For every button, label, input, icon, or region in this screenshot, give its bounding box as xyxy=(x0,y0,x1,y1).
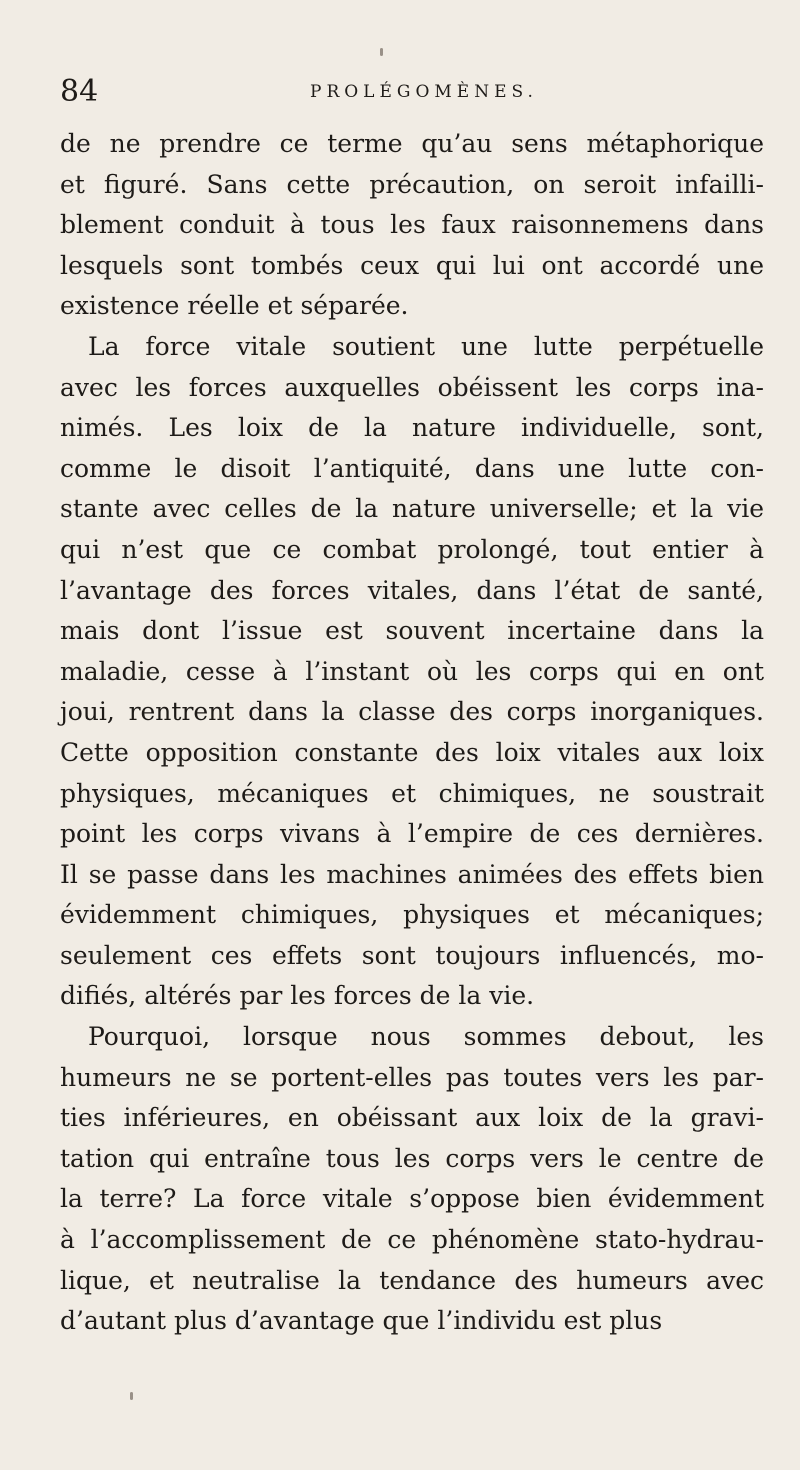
text-line: ties inférieures, en obéissant aux loix de la gravi- xyxy=(60,1103,764,1133)
paper-speck xyxy=(130,1392,133,1400)
text-line: stante avec celles de la nature universelle; et la vie xyxy=(60,494,764,524)
text-line: seulement ces effets sont toujours influencés, mo- xyxy=(60,940,764,970)
text-line: comme le disoit l’antiquité, dans une lutte con- xyxy=(60,453,764,483)
text-line: d’autant plus d’avantage que l’individu est plus xyxy=(60,1306,663,1336)
text-line: et figuré. Sans cette précaution, on seroit infailli- xyxy=(60,169,764,199)
text-line: avec les forces auxquelles obéissent les corps ina- xyxy=(60,372,764,402)
text-line: tation qui entraîne tous les corps vers le centre de xyxy=(60,1143,764,1173)
text-line: l’avantage des forces vitales, dans l’état de santé, xyxy=(60,575,764,605)
text-line: mais dont l’issue est souvent incertaine dans la xyxy=(60,616,764,646)
text-line: à l’accomplissement de ce phénomène stato-hydrau- xyxy=(60,1225,764,1255)
page-number: 84 xyxy=(60,74,99,109)
text-line: lique, et neutralise la tendance des humeurs avec xyxy=(60,1265,764,1295)
text-line: la terre? La force vitale s’oppose bien évidemment xyxy=(60,1184,764,1214)
page-header xyxy=(60,72,760,112)
text-line: physiques, mécaniques et chimiques, ne soustrait xyxy=(60,778,764,808)
text-line: existence réelle et séparée. xyxy=(60,291,409,321)
paragraph-start-line: La force vitale soutient une lutte perpétuelle xyxy=(88,331,764,361)
text-line: point les corps vivans à l’empire de ces dernières. xyxy=(60,819,764,849)
text-line: difiés, altérés par les forces de la vie. xyxy=(60,981,535,1011)
paragraph-start-line: Pourquoi, lorsque nous sommes debout, les xyxy=(88,1022,764,1052)
text-line: qui n’est que ce combat prolongé, tout entier à xyxy=(60,534,764,564)
text-line: nimés. Les loix de la nature individuelle, sont, xyxy=(60,413,764,443)
text-line: blement conduit à tous les faux raisonnemens dans xyxy=(60,210,764,240)
running-head: PROLÉGOMÈNES. xyxy=(310,82,538,102)
text-line: de ne prendre ce terme qu’au sens métaphorique xyxy=(60,129,764,158)
body-text xyxy=(60,124,764,1342)
text-line: lesquels sont tombés ceux qui lui ont accordé une xyxy=(60,250,764,280)
text-line: évidemment chimiques, physiques et mécaniques; xyxy=(60,900,764,930)
text-line: Cette opposition constante des loix vitales aux loix xyxy=(60,737,764,767)
text-line: maladie, cesse à l’instant où les corps qui en ont xyxy=(60,656,764,686)
text-line: Il se passe dans les machines animées des effets bien xyxy=(60,859,764,889)
paper-speck xyxy=(380,48,383,56)
text-line: joui, rentrent dans la classe des corps inorganiques. xyxy=(60,697,764,727)
text-line: humeurs ne se portent-elles pas toutes vers les par- xyxy=(60,1062,764,1092)
